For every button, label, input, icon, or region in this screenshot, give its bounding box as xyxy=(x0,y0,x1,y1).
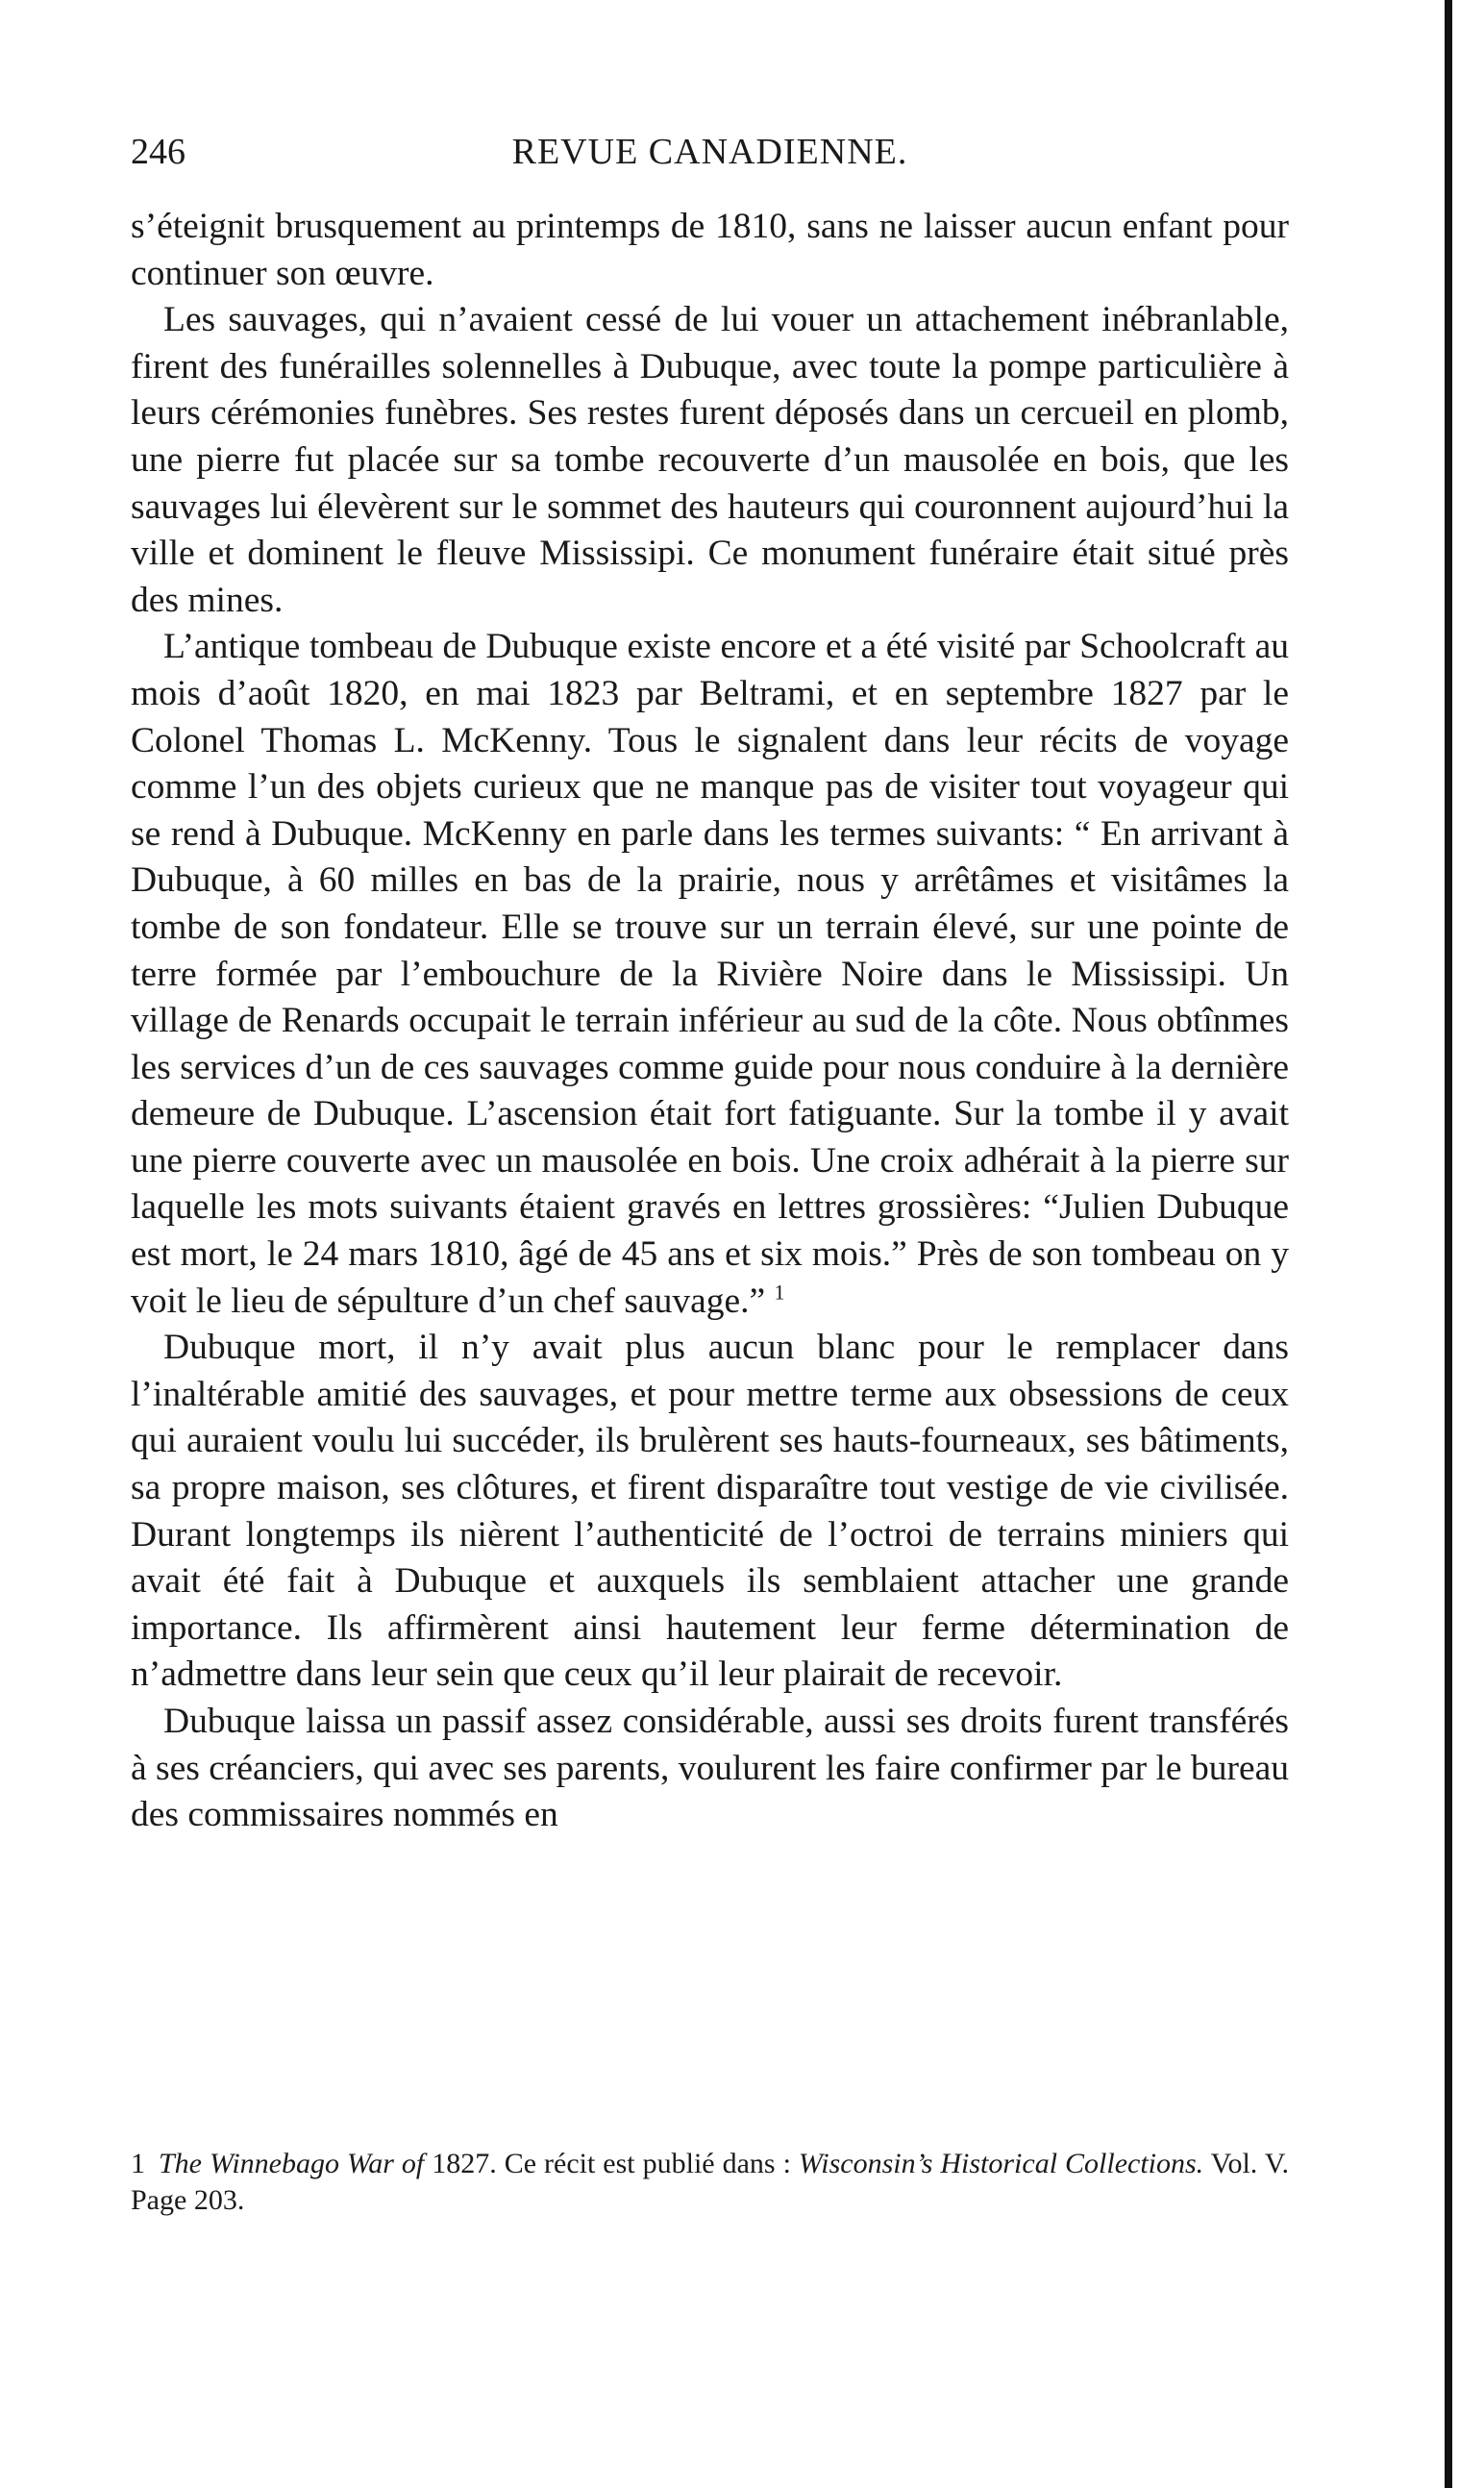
paragraph-text: Les sauvages, qui n’avaient cessé de lui vouer un attachement inébranlable, firent des funérailles solennelles à Dubuque, avec toute la pompe particulière à leurs cérémonies funèbres. Ses restes furent déposés dans un cercueil en plomb, une pierre fut placée sur sa tombe recouverte d’un mausolée en bois, que les sauvages lui élevèrent sur le sommet des hauteurs qui couronnent aujourd’hui la ville et dominent le fleuve Mississipi. Ce monument funéraire était situé près des mines. xyxy=(131,300,1289,620)
body-text xyxy=(131,204,1289,1839)
paragraph-text: Dubuque mort, il n’y avait plus aucun blanc pour le remplacer dans l’inaltérable amitié des sauvages, et pour mettre terme aux obsessions de ceux qui auraient voulu lui succéder, ils brulèrent ses hauts-fourneaux, ses bâtiments, sa propre maison, ses clôtures, et firent disparaître tout vestige de vie civilisée. Durant longtemps ils nièrent l’authenticité de l’octroi de terrains miniers qui avait été fait à Dubuque et auxquels ils semblaient attacher une grande importance. Ils affirmèrent ainsi hautement leur ferme détermination de n’admettre dans leur sein que ceux qu’il leur plairait de recevoir. xyxy=(131,1328,1289,1695)
footnote xyxy=(131,2146,1289,2219)
footnote-text-end: Vol. V. Page 203. xyxy=(131,2148,1290,2216)
footnote-year: 1827. xyxy=(432,2148,497,2179)
paragraph-text: s’éteignit brusquement au printemps de 1810, sans ne laisser aucun enfant pour continuer son œuvre. xyxy=(131,207,1289,293)
paragraph-text: L’antique tombeau de Dubuque existe encore et a été visité par Schoolcraft au mois d’août 1820, en mai 1823 par Beltrami, et en septembre 1827 par le Colonel Thomas L. McKenny. Tous le signalent dans leur récits de voyage comme l’un des objets curieux que ne manque pas de visiter tout voyageur qui se rend à Dubuque. McKenny en parle dans les termes suivants: “ En arrivant à Dubuque, à 60 milles en bas de la prairie, nous y arrêtâmes et visitâmes la tombe de son fondateur. Elle se trouve sur un terrain élevé, sur une pointe de terre formée par l’embouchure de la Rivière Noire dans le Mississipi. Un village de Renards occupait le terrain inférieur au sud de la côte. Nous obtînmes les services d’un de ces sauvages comme guide pour nous conduire à la dernière demeure de Dubuque. L’ascension était fort fatiguante. Sur la tombe il y avait une pierre couverte avec un mausolée en bois. Une croix adhérait à la pierre sur laquelle les mots suivants étaient gravés en lettres grossières: “Julien Dubuque est mort, le 24 mars 1810, âgé de 45 ans et six mois.” Près de son tombeau on y voit le lieu de sépulture d’un chef sauvage.” xyxy=(131,627,1289,1321)
footnote-mark: 1 xyxy=(131,2148,145,2179)
paragraph xyxy=(131,204,1289,297)
paragraph-text: Dubuque laissa un passif assez considérable, aussi ses droits furent transférés à ses créanciers, qui avec ses parents, voulurent les faire confirmer par le bureau des commissaires nommés en xyxy=(131,1702,1289,1835)
footnote-title: The Winnebago War of xyxy=(159,2148,425,2179)
page-edge-line xyxy=(1445,0,1452,2488)
running-title: REVUE CANADIENNE. xyxy=(511,132,908,172)
footnotes xyxy=(131,2146,1289,2219)
page-header xyxy=(131,131,1289,179)
paragraph xyxy=(131,1699,1289,1839)
paragraph xyxy=(131,297,1289,624)
paragraph xyxy=(131,1325,1289,1699)
page-number: 246 xyxy=(131,132,186,172)
footnote-source: Wisconsin’s Historical Collections. xyxy=(798,2148,1204,2179)
paragraph xyxy=(131,624,1289,1325)
footnote-reference: 1 xyxy=(774,1280,785,1305)
footnote-text-mid: Ce récit est publié dans : xyxy=(504,2148,791,2179)
